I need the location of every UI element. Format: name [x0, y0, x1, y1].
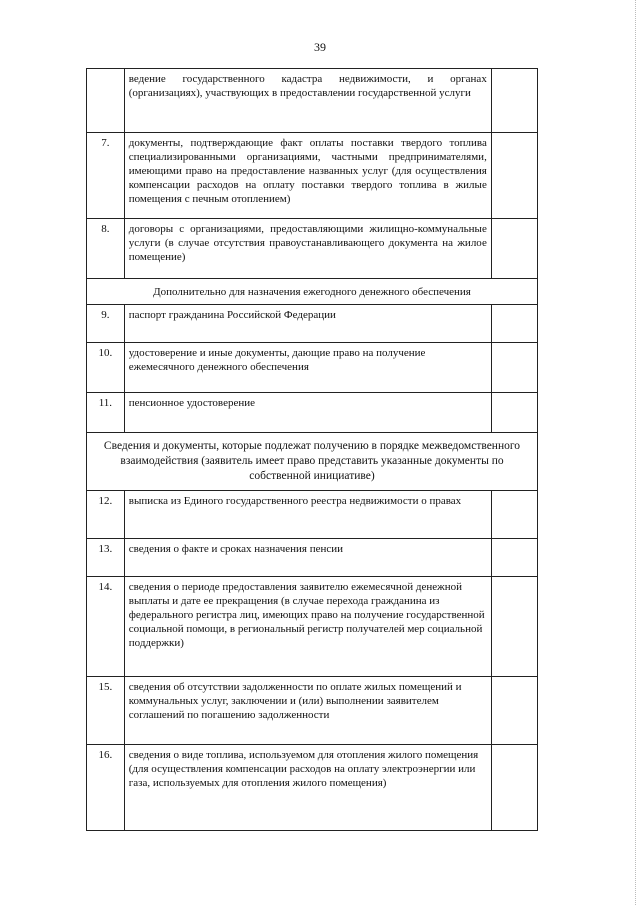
row-text: документы, подтверждающие факт оплаты поставки твердого топлива специализированными организациями, частными предпринимателями, имеющими право на предоставление названных услуг (для осуществления компенсации расходов на оплату поставки твердого топлива в жилые помещения с печным отоплением): [124, 133, 491, 219]
row-empty-cell: [491, 343, 537, 393]
row-text: сведения о виде топлива, используемом для отопления жилого помещения (для осуществления компенсации расходов на оплату электроэнергии или газа, используемых для отопления жилого помещения): [124, 745, 491, 831]
documents-table: [86, 68, 538, 831]
row-text: сведения об отсутствии задолженности по оплате жилых помещений и коммунальных услуг, заключении и (или) выполнении заявителем соглашений по погашению задолженности: [124, 677, 491, 745]
row-text: пенсионное удостоверение: [124, 393, 491, 433]
row-number: 15.: [87, 677, 125, 745]
row-number: 12.: [87, 491, 125, 539]
table-row: [87, 491, 538, 539]
row-number: 7.: [87, 133, 125, 219]
section-header-row: [87, 433, 538, 491]
row-text: договоры с организациями, предоставляющими жилищно-коммунальные услуги (в случае отсутствия правоустанавливающего документа на жилое помещение): [124, 219, 491, 279]
row-empty-cell: [491, 745, 537, 831]
row-text: сведения о факте и сроках назначения пенсии: [124, 539, 491, 577]
section-header-row: [87, 279, 538, 305]
row-text: выписка из Единого государственного реестра недвижимости о правах: [124, 491, 491, 539]
row-number: 10.: [87, 343, 125, 393]
row-empty-cell: [491, 219, 537, 279]
row-empty-cell: [491, 305, 537, 343]
row-number: 16.: [87, 745, 125, 831]
row-text: удостоверение и иные документы, дающие право на получение ежемесячного денежного обеспечения: [124, 343, 491, 393]
table-row: [87, 577, 538, 677]
row-number: 9.: [87, 305, 125, 343]
table-row: [87, 305, 538, 343]
row-text: ведение государственного кадастра недвижимости, и органах (организациях), участвующих в предоставлении государственной услуги: [124, 69, 491, 133]
table-row: [87, 343, 538, 393]
table-row: [87, 539, 538, 577]
row-number: 14.: [87, 577, 125, 677]
row-empty-cell: [491, 133, 537, 219]
page-number: 39: [314, 40, 326, 54]
row-empty-cell: [491, 491, 537, 539]
row-empty-cell: [491, 393, 537, 433]
section-heading: Дополнительно для назначения ежегодного денежного обеспечения: [87, 279, 538, 305]
row-empty-cell: [491, 539, 537, 577]
row-text: паспорт гражданина Российской Федерации: [124, 305, 491, 343]
row-empty-cell: [491, 577, 537, 677]
table-row: [87, 69, 538, 133]
table-row: [87, 677, 538, 745]
row-empty-cell: [491, 69, 537, 133]
scan-margin-line: [633, 0, 636, 905]
row-number: [87, 69, 125, 133]
row-text: сведения о периоде предоставления заявителю ежемесячной денежной выплаты и дате ее прекращения (в случае перехода гражданина из федерального регистра лиц, имеющих право на получение государственной социальной помощи, в региональный регистр получателей мер социальной поддержки): [124, 577, 491, 677]
table-row: [87, 745, 538, 831]
table-row: [87, 393, 538, 433]
row-number: 11.: [87, 393, 125, 433]
section-heading: Сведения и документы, которые подлежат получению в порядке межведомственного взаимодействия (заявитель имеет право представить указанные документы по собственной инициативе): [87, 433, 538, 491]
row-empty-cell: [491, 677, 537, 745]
row-number: 8.: [87, 219, 125, 279]
row-number: 13.: [87, 539, 125, 577]
table-row: [87, 133, 538, 219]
table-row: [87, 219, 538, 279]
